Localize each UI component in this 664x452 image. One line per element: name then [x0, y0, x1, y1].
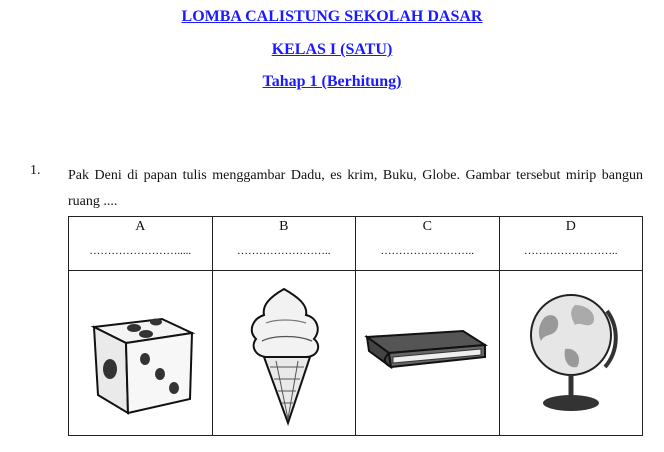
question-text: Pak Deni di papan tulis menggambar Dadu, es krim, Buku, Globe. Gambar tersebut mirip bangun ruang .... [68, 168, 643, 209]
globe-icon [501, 271, 641, 431]
ice-cream-cone-icon [214, 271, 354, 431]
option-d-blank[interactable]: …………………….. [524, 245, 618, 257]
dice-icon [70, 271, 210, 431]
option-d-picture-cell [499, 271, 643, 436]
book-icon [357, 271, 497, 431]
option-a-picture-cell [69, 271, 213, 436]
options-table [68, 216, 643, 436]
option-d-letter: D [565, 219, 576, 234]
option-c-letter: C [422, 219, 432, 234]
option-a-blank[interactable]: ……………………..... [89, 245, 192, 257]
question-number: 1. [30, 163, 41, 178]
option-d-header [499, 217, 643, 271]
option-c-blank[interactable]: …………………….. [380, 245, 474, 257]
stage-title: Tahap 1 (Berhitung) [262, 73, 402, 90]
option-b-letter: B [279, 219, 289, 234]
class-title: KELAS I (SATU) [271, 41, 393, 58]
option-a-letter: A [135, 219, 146, 234]
option-b-blank[interactable]: …………………….. [237, 245, 331, 257]
contest-title: LOMBA CALISTUNG SEKOLAH DASAR [181, 8, 483, 25]
option-c-picture-cell [356, 271, 500, 436]
option-c-header [356, 217, 500, 271]
option-b-header [212, 217, 356, 271]
option-a-header [69, 217, 213, 271]
option-b-picture-cell [212, 271, 356, 436]
